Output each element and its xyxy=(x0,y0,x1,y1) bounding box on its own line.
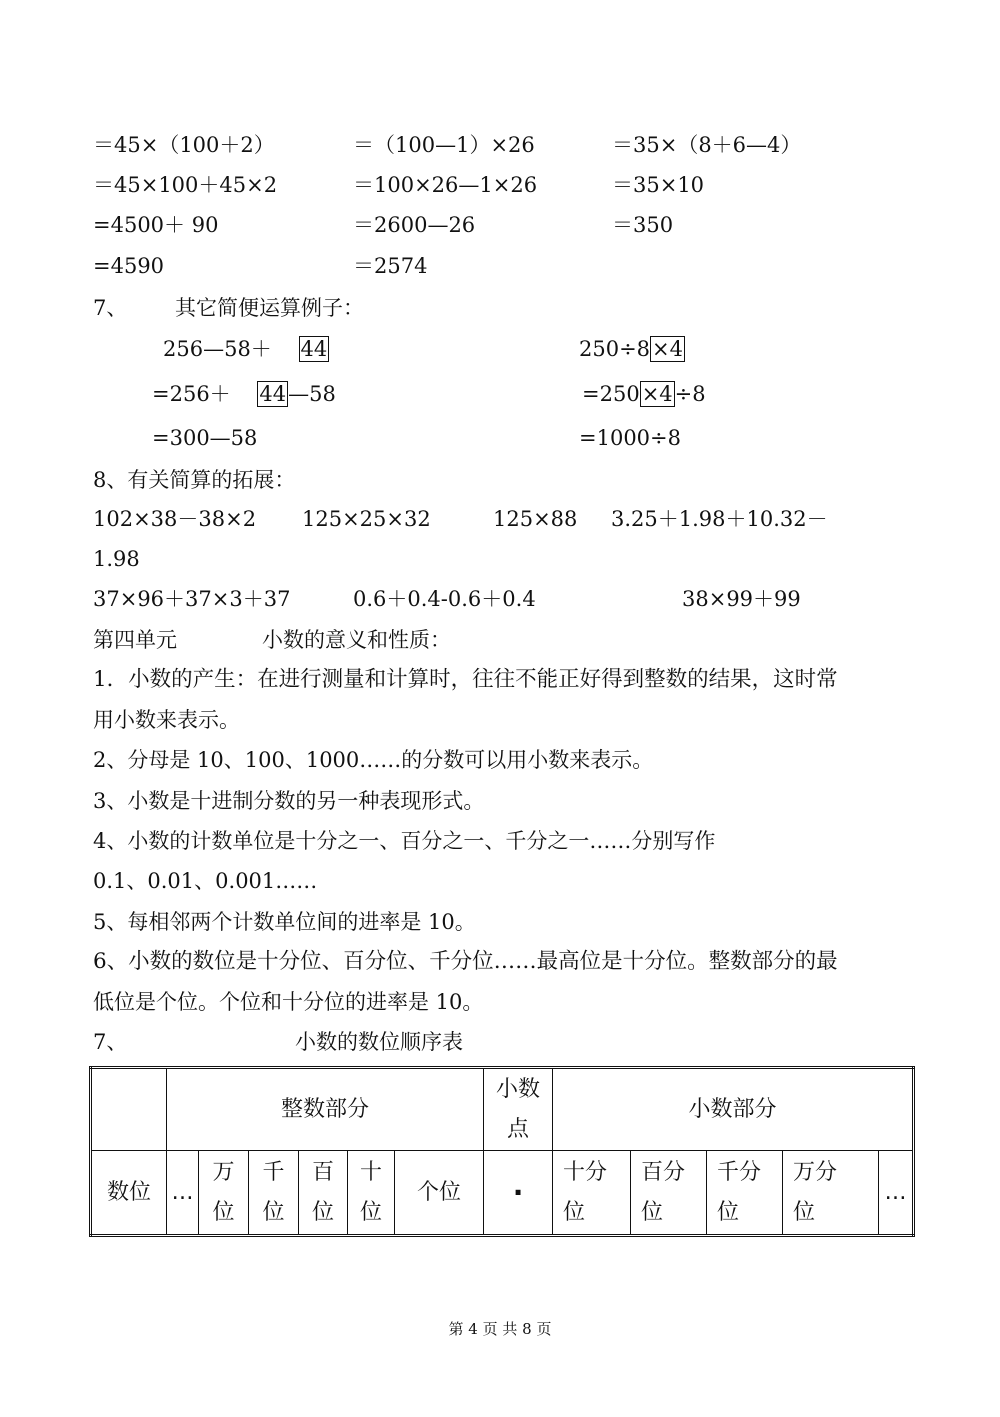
boxed-operation: ×4 xyxy=(652,337,684,361)
expr: 37×96＋37×3＋37 xyxy=(93,587,291,611)
digit-cell xyxy=(553,1151,631,1236)
cell-line: 位 xyxy=(563,1199,586,1225)
ellipsis-cell: … xyxy=(167,1151,199,1236)
example-right-line1 xyxy=(579,335,685,363)
cell-line: 位 xyxy=(262,1199,285,1225)
calc-line: ＝45×100＋45×2 xyxy=(93,173,278,197)
cell-line: 千 xyxy=(262,1159,285,1185)
expr-wrap: 1.98 xyxy=(93,547,140,571)
expr-text: —58 xyxy=(288,382,336,406)
expr: 102×38－38×2 xyxy=(93,507,257,531)
paragraph-1-line1: 1．小数的产生：在进行测量和计算时，往往不能正好得到整数的结果，这时常 xyxy=(93,667,838,692)
paragraph-2: 2、分母是 10、100、1000……的分数可以用小数来表示。 xyxy=(93,748,654,772)
calc-line: ＝2574 xyxy=(353,254,428,278)
example-left-line2 xyxy=(152,380,336,408)
calc-line: ＝350 xyxy=(612,213,674,237)
table-corner-cell xyxy=(91,1068,167,1151)
cell-line: 位 xyxy=(212,1199,235,1225)
cell-line: 万 xyxy=(212,1159,235,1185)
calc-line: ＝35×（8＋6—4） xyxy=(612,133,802,157)
paragraph-4-line1: 4、小数的计数单位是十分之一、百分之一、千分之一……分别写作 xyxy=(93,829,716,853)
cell-line: 位 xyxy=(717,1199,740,1225)
table-title: 小数的数位顺序表 xyxy=(295,1030,463,1054)
calc-line: =4500＋ 90 xyxy=(93,213,219,237)
cell-line: 百 xyxy=(311,1159,334,1185)
expr-text: 256—58＋ xyxy=(163,337,272,361)
digit-cell xyxy=(199,1151,249,1236)
example-left-line3: =300—58 xyxy=(152,426,258,450)
cell-line: 十分 xyxy=(563,1159,608,1185)
digit-cell xyxy=(631,1151,707,1236)
expr-text: =250 xyxy=(582,382,640,406)
unit-title: 小数的意义和性质： xyxy=(262,628,451,652)
ones-cell: 个位 xyxy=(395,1151,484,1236)
paragraph-1-line2: 用小数来表示。 xyxy=(93,708,240,732)
decimal-point-cell: · xyxy=(484,1151,553,1236)
cell-line: 千分 xyxy=(717,1159,762,1185)
example-left-line1 xyxy=(163,335,329,363)
cell-line: 十 xyxy=(359,1159,382,1185)
item8-title: 8、有关简算的拓展： xyxy=(93,468,296,492)
expr: 3.25＋1.98＋10.32－ xyxy=(611,507,828,531)
digit-cell xyxy=(249,1151,299,1236)
boxed-number: 44 xyxy=(259,382,287,406)
header-line: 小数 xyxy=(496,1076,541,1102)
cell-line: 位 xyxy=(359,1199,382,1225)
item7-table-number: 7、 xyxy=(93,1030,128,1054)
expr: 0.6＋0.4-0.6＋0.4 xyxy=(353,587,536,611)
item7-title: 其它简便运算例子： xyxy=(175,296,364,320)
boxed-number: 44 xyxy=(300,337,328,361)
paragraph-5: 5、每相邻两个计数单位间的进率是 10。 xyxy=(93,910,476,934)
decimal-part-header: 小数部分 xyxy=(553,1068,914,1151)
item7-number: 7、 xyxy=(93,296,128,320)
digit-cell xyxy=(707,1151,783,1236)
expr-text: =256＋ xyxy=(152,382,231,406)
digit-cell xyxy=(783,1151,879,1236)
unit-label: 第四单元 xyxy=(93,628,177,652)
header-line: 点 xyxy=(507,1116,530,1142)
paragraph-6-line1: 6、小数的数位是十分位、百分位、千分位……最高位是十分位。整数部分的最 xyxy=(93,949,838,974)
row-label: 数位 xyxy=(91,1151,167,1236)
paragraph-3: 3、小数是十进制分数的另一种表现形式。 xyxy=(93,789,485,813)
calc-line: ＝45×（100＋2） xyxy=(93,133,275,157)
boxed-operation: ×4 xyxy=(641,382,673,406)
expr: 125×25×32 xyxy=(302,507,431,531)
page-footer: 第 4 页 共 8 页 xyxy=(448,1320,552,1338)
decimal-point-header xyxy=(484,1068,553,1151)
cell-line: 百分 xyxy=(641,1159,686,1185)
expr: 38×99＋99 xyxy=(682,587,801,611)
paragraph-4-line2: 0.1、0.01、0.001…… xyxy=(93,869,318,893)
calc-line: ＝（100—1）×26 xyxy=(353,133,535,157)
calc-line: ＝2600—26 xyxy=(353,213,476,237)
calc-line: =4590 xyxy=(93,254,165,278)
expr-text: ÷8 xyxy=(674,382,706,406)
calc-line: ＝100×26—1×26 xyxy=(353,173,538,197)
paragraph-6-line2: 低位是个位。个位和十分位的进率是 10。 xyxy=(93,990,484,1014)
example-right-line3: =1000÷8 xyxy=(579,426,681,450)
place-value-table xyxy=(89,1066,915,1237)
cell-line: 位 xyxy=(793,1199,816,1225)
cell-line: 位 xyxy=(311,1199,334,1225)
digit-cell xyxy=(348,1151,395,1236)
example-right-line2 xyxy=(582,380,706,408)
expr: 125×88 xyxy=(493,507,578,531)
digit-cell xyxy=(299,1151,348,1236)
ellipsis-cell: … xyxy=(879,1151,914,1236)
expr-text: 250÷8 xyxy=(579,337,651,361)
cell-line: 位 xyxy=(641,1199,664,1225)
calc-line: ＝35×10 xyxy=(612,173,705,197)
integer-part-header: 整数部分 xyxy=(167,1068,484,1151)
cell-line: 万分 xyxy=(793,1159,838,1185)
